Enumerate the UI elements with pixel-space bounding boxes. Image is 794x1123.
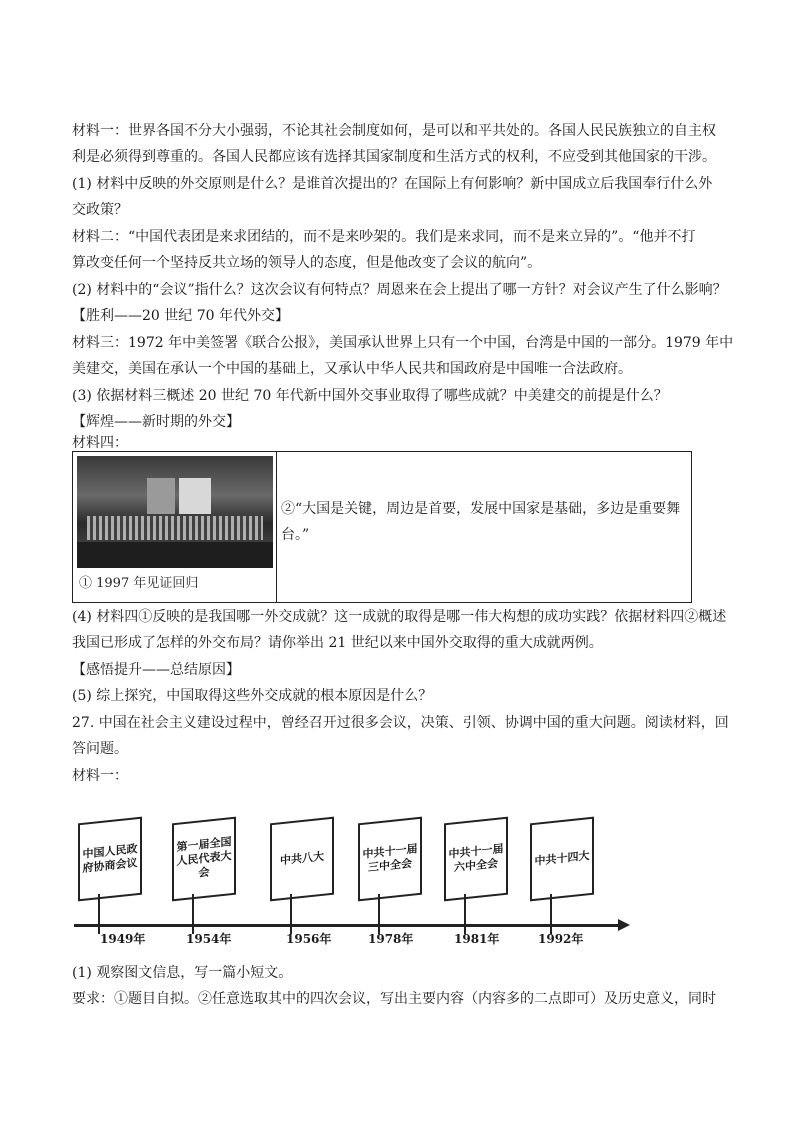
timeline-flag: 中共十一届三中全会: [358, 817, 422, 902]
question-1: (1) 材料中反映的外交原则是什么？是谁首次提出的？在国际上有何影响？新中国成立后我国奉行什么外: [72, 176, 713, 192]
quote-line: ②“大国是关键，周边是首要，发展中国家是基础，多边是重要舞: [281, 501, 681, 517]
text-line: 交政策？: [72, 202, 128, 218]
quote-line: 台。”: [281, 527, 310, 543]
text-line: 答问题。: [72, 741, 128, 757]
section-heading: 【辉煌——新时期的外交】: [72, 414, 240, 430]
arrow-right-icon: [618, 919, 630, 931]
question-27-1: (1) 观察图文信息，写一篇小短文。: [72, 965, 293, 981]
section-heading: 【感悟提升——总结原因】: [72, 662, 240, 678]
text-line: 材料三：1972 年中美签署《联合公报》，美国承认世界上只有一个中国，台湾是中国的一部分。1979 年中: [72, 335, 734, 351]
photo-cell: [73, 452, 277, 602]
question-3: (3) 依据材料三概述 20 世纪 70 年代新中国外交事业取得了哪些成就？中美建交的前提是什么？: [72, 388, 668, 404]
text-line: 我国已形成了怎样的外交布局？请你举出 21 世纪以来中国外交取得的重大成就两例。: [72, 635, 603, 651]
timeline-flag: 中共八大: [270, 817, 334, 902]
timeline-year: 1981年: [454, 932, 500, 946]
timeline-flag: 第一届全国人民代表大会: [172, 817, 236, 902]
photo-caption: ① 1997 年见证回归: [79, 576, 199, 591]
material-label: 材料一：: [72, 768, 128, 784]
timeline-flag: 中国人民政府协商会议: [78, 817, 142, 902]
timeline-year: 1954年: [186, 932, 232, 946]
quote-cell: [281, 496, 689, 548]
timeline-axis: [74, 924, 622, 927]
meeting-timeline: [74, 820, 634, 955]
material-four-table: [72, 451, 692, 603]
timeline-year: 1992年: [538, 932, 584, 946]
section-heading: 【胜利——20 世纪 70 年代外交】: [72, 308, 289, 324]
text-line: 要求：①题目自拟。②任意选取其中的四次会议，写出主要内容（内容多的二点即可）及历史意义，同时: [72, 991, 716, 1007]
question-4: (4) 材料四①反映的是我国哪一外交成就？这一成就的取得是哪一伟大构想的成功实践？依据材料四②概述: [72, 609, 727, 625]
text-line: 材料二：“中国代表团是来求团结的，而不是来吵架的。我们是来求同，而不是来立异的”。“他并不打: [72, 229, 696, 245]
text-line: 美建交，美国在承认一个中国的基础上，又承认中华人民共和国政府是中国唯一合法政府。: [72, 361, 632, 377]
text-line: 利是必须得到尊重的。各国人民都应该有选择其国家制度和生活方式的权利，不应受到其他国家的干涉。: [72, 149, 716, 165]
question-5: (5) 综上探究，中国取得这些外交成就的根本原因是什么？: [72, 688, 433, 704]
handover-photo: [77, 456, 273, 568]
question-27: 27. 中国在社会主义建设过程中，曾经召开过很多会议，决策、引领、协调中国的重大问题。阅读材料，回: [72, 715, 729, 731]
question-2: (2) 材料中的“会议”指什么？这次会议有何特点？周恩来在会上提出了哪一方针？对会议产生了什么影响？: [72, 282, 727, 298]
timeline-flag: 中共十四大: [530, 817, 594, 902]
text-line: 材料一：世界各国不分大小强弱，不论其社会制度如何，是可以和平共处的。各国人民民族独立的自主权: [72, 123, 716, 139]
text-line: 算改变任何一个坚持反共立场的领导人的态度，但是他改变了会议的航向”。: [72, 255, 542, 271]
material-label: 材料四：: [72, 435, 128, 451]
timeline-year: 1956年: [286, 932, 332, 946]
timeline-year: 1949年: [100, 932, 146, 946]
timeline-year: 1978年: [368, 932, 414, 946]
timeline-flag: 中共十一届六中全会: [444, 817, 508, 902]
